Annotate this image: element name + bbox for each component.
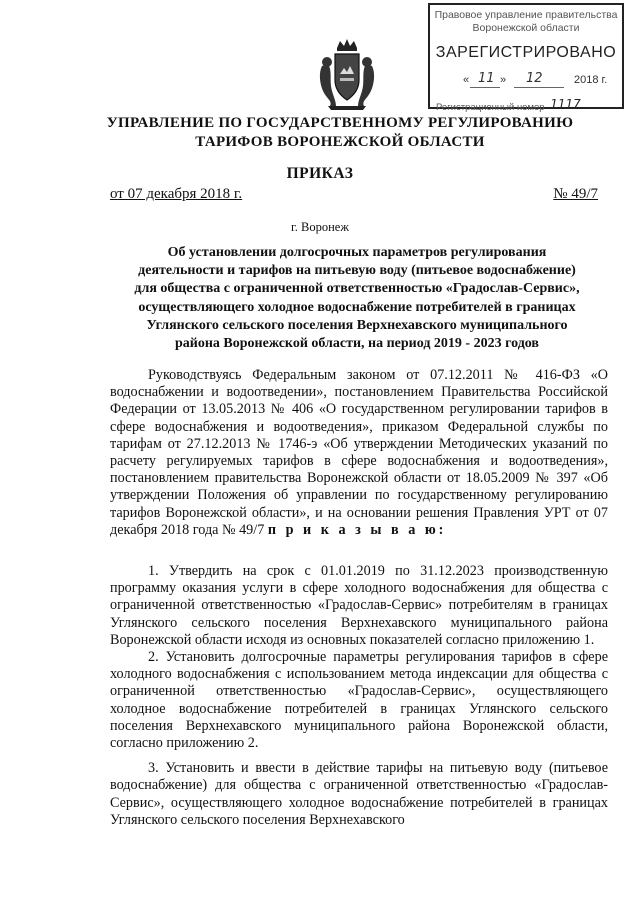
order-date: от 07 декабря 2018 г.	[110, 186, 243, 202]
coat-of-arms-icon	[316, 38, 378, 112]
stamp-quote-close: »	[500, 74, 507, 86]
stamp-department: Правовое управление правительства Воронежской области	[434, 9, 618, 34]
agency-name	[80, 114, 600, 152]
stamp-number-value: 1117	[550, 97, 581, 111]
agency-line-1: УПРАВЛЕНИЕ ПО ГОСУДАРСТВЕННОМУ РЕГУЛИРОВАНИЮ	[106, 115, 574, 131]
order-number: № 49/7	[553, 186, 598, 202]
registration-stamp	[428, 3, 624, 113]
stamp-day-line	[470, 87, 500, 88]
subject-line: района Воронежской области, на период 2019 - 2023 годов	[175, 336, 539, 352]
subject-line: осуществляющего холодное водоснабжение потребителей в границах	[138, 299, 576, 315]
stamp-month: 12	[526, 71, 543, 86]
order-item-2: 2. Установить долгосрочные параметры регулирования тарифов в сфере холодного водоснабжения с использованием метода индексации для общества с ограниченной ответственностью «Градослав-Сервис», осуществляющего холодное водоснабжение потребителей в границах Углянского сельского поселения Верхнехавского муниципального района Воронежской области, согласно приложению 2.	[110, 649, 608, 752]
subject-line: Об установлении долгосрочных параметров регулирования	[167, 245, 547, 260]
order-word: п р и к а з ы в а ю:	[267, 521, 447, 538]
stamp-month-line	[514, 87, 564, 88]
order-subject	[108, 244, 606, 353]
subject-line: Углянского сельского поселения Верхнехавского муниципального	[146, 317, 568, 333]
preamble-text: Руководствуясь Федеральным законом от 07.12.2011 № 416-ФЗ «О водоснабжении и водоотведении», постановлением Правительства Российской Федерации от 13.05.2013 № 406 «О государственном регулировании тарифов в сфере водоснабжения и водоотведения», приказом Федеральной службы по тарифам от 27.12.2013 № 1746-э «Об утверждении Методических указаний по расчету регулируемых тарифов в сфере водоснабжения и водоотведения», постановлением правительства Воронежской области от 18.05.2009 № 397 «Об утверждении Положения об управлении по государственному регулированию тарифов Воронежской области», и на основании решения Правления УРТ от 07 декабря 2018 года № 49/7	[110, 367, 608, 538]
stamp-quote-open: «	[463, 74, 470, 86]
subject-line: для общества с ограниченной ответственностью «Градослав-Сервис»,	[134, 281, 580, 297]
order-item-3: 3. Установить и ввести в действие тарифы на питьевую воду (питьевое водоснабжение) для общества с ограниченной ответственностью «Градослав-Сервис», осуществляющего холодное водоснабжение потребителей в границах Углянского сельского поселения Верхнехавского	[110, 760, 608, 828]
city: г. Воронеж	[291, 220, 349, 234]
stamp-year: 2018 г.	[574, 74, 608, 86]
order-body	[110, 367, 608, 829]
preamble-paragraph	[110, 367, 608, 539]
stamp-number-label: Регистрационный номер	[436, 102, 545, 113]
stamp-status: ЗАРЕГИСТРИРОВАНО	[435, 44, 617, 61]
document-type: ПРИКАЗ	[286, 165, 354, 182]
order-item-1: 1. Утвердить на срок с 01.01.2019 по 31.12.2023 производственную программу оказания услуги в сфере холодного водоснабжения для общества с ограниченной ответственностью «Градослав-Сервис» потребителям в границах Углянского сельского поселения Верхнехавского муниципального района Воронежской области исходя из основных показателей согласно приложению 1.	[110, 563, 608, 648]
agency-line-2: ТАРИФОВ ВОРОНЕЖСКОЙ ОБЛАСТИ	[195, 134, 485, 150]
subject-line: деятельности и тарифов на питьевую воду (питьевое водоснабжение)	[138, 263, 576, 279]
stamp-number	[436, 99, 581, 113]
stamp-day: 11	[478, 71, 495, 86]
